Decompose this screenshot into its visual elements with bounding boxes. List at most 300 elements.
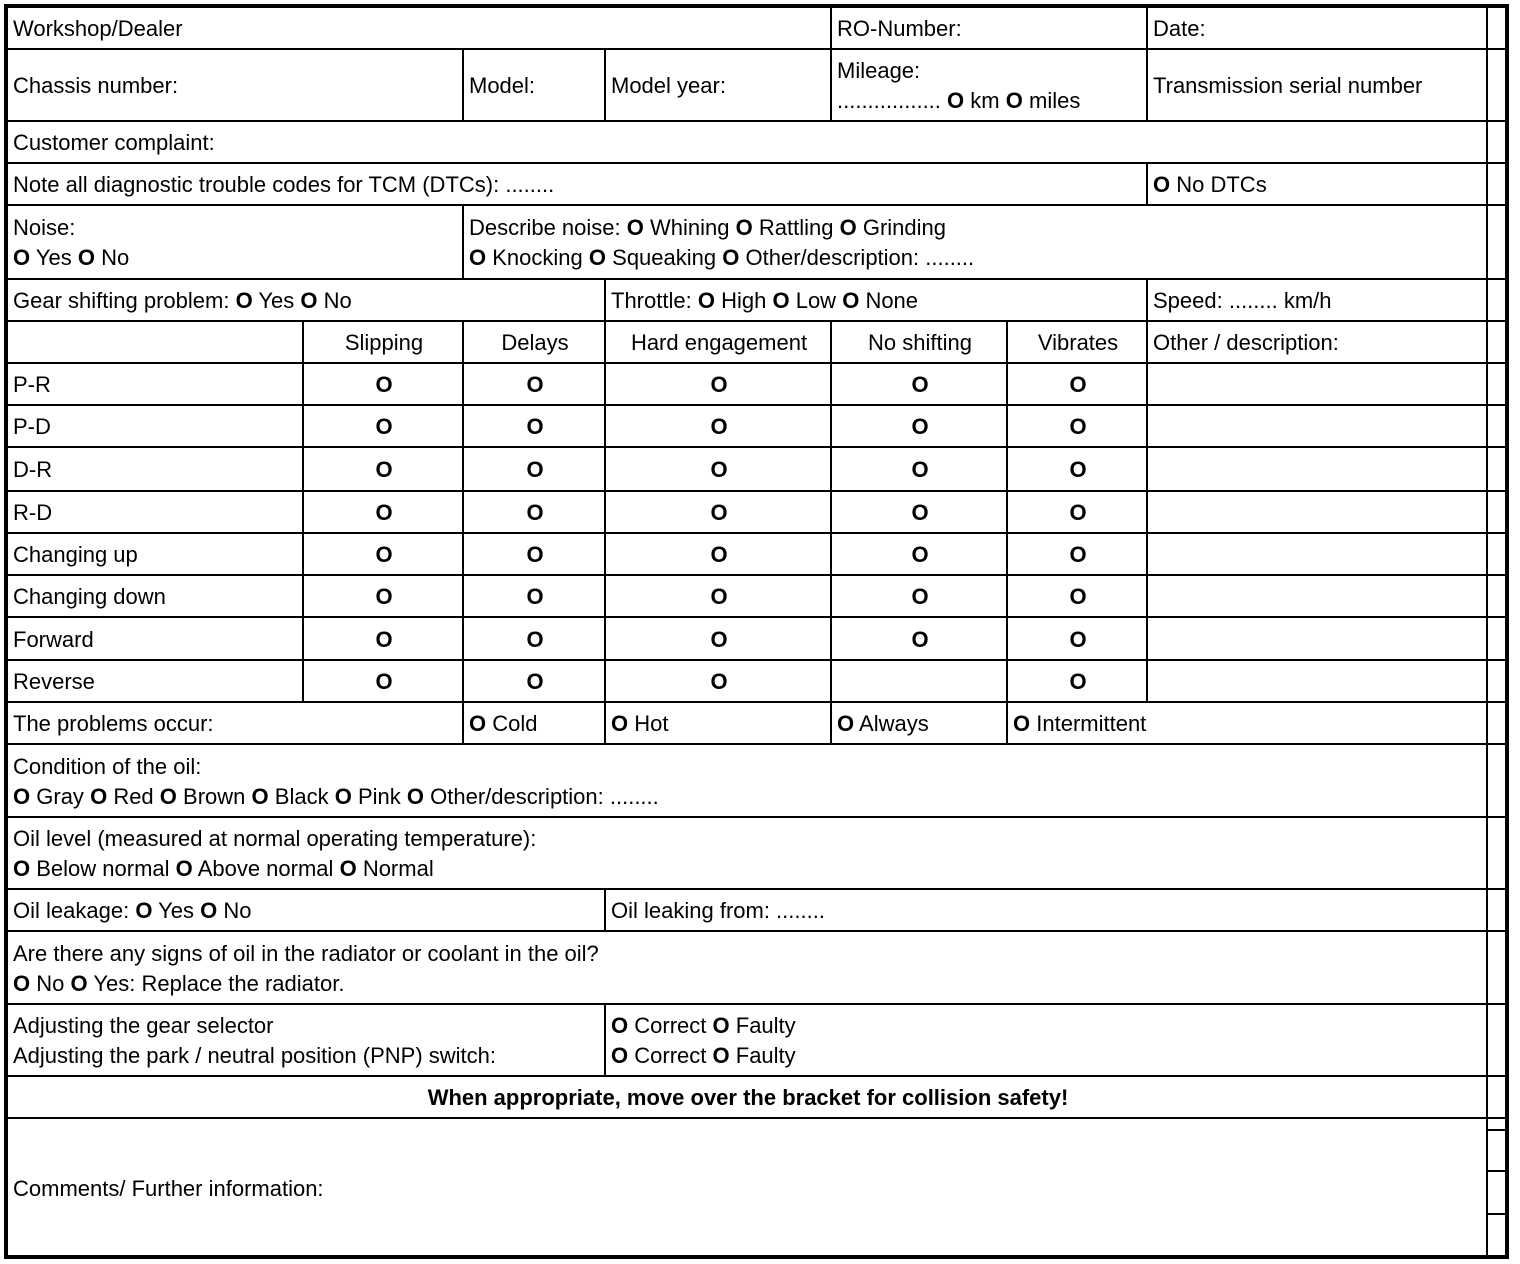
checkbox-circle[interactable]: [375, 372, 392, 397]
circle-marker-icon[interactable]: O: [611, 711, 629, 736]
throttle-field[interactable]: [604, 278, 1148, 322]
option-label: Hot: [634, 711, 669, 736]
matrix-cell[interactable]: [1006, 446, 1148, 492]
circle-marker-icon[interactable]: O: [70, 970, 88, 996]
checkbox-circle[interactable]: [526, 414, 543, 439]
matrix-cell[interactable]: [604, 490, 832, 534]
radio-option[interactable]: [71, 971, 345, 996]
checkbox-circle[interactable]: [710, 457, 727, 482]
oil-condition-field[interactable]: [6, 743, 1488, 818]
option-label: Correct: [634, 1013, 707, 1038]
checkbox-circle[interactable]: [526, 500, 543, 525]
circle-marker-icon[interactable]: O: [1069, 372, 1087, 397]
cell-line: [1069, 498, 1086, 528]
option-label: None: [865, 288, 919, 313]
matrix-cell[interactable]: [604, 659, 832, 703]
circle-marker-icon[interactable]: O: [911, 457, 929, 482]
checkbox-circle[interactable]: [911, 584, 928, 609]
circle-marker-icon[interactable]: O: [772, 288, 790, 313]
radio-option[interactable]: [160, 784, 246, 809]
circle-marker-icon[interactable]: O: [200, 898, 218, 923]
option-label: No: [323, 288, 352, 313]
cell-line: [13, 370, 299, 400]
radio-option[interactable]: [135, 898, 194, 923]
matrix-column-header: [302, 320, 464, 364]
option-label: Faulty: [735, 1043, 796, 1068]
ro-number-field: [830, 6, 1148, 50]
circle-marker-icon[interactable]: O: [947, 88, 965, 113]
radio-option[interactable]: [837, 711, 929, 736]
radio-option[interactable]: [90, 784, 154, 809]
circle-marker-icon[interactable]: O: [611, 1043, 629, 1068]
circle-marker-icon[interactable]: O: [710, 372, 728, 397]
circle-marker-icon[interactable]: O: [375, 457, 393, 482]
checkbox-circle[interactable]: [526, 457, 543, 482]
label-text: Noise:: [13, 215, 76, 240]
checkbox-circle[interactable]: [375, 584, 392, 609]
cell-line: [13, 667, 299, 697]
circle-marker-icon[interactable]: O: [722, 245, 740, 270]
circle-marker-icon[interactable]: O: [697, 288, 715, 313]
circle-marker-icon[interactable]: O: [710, 457, 728, 482]
circle-marker-icon[interactable]: O: [375, 500, 393, 525]
cell-line: [13, 14, 827, 44]
radio-option[interactable]: [335, 784, 401, 809]
label-text: Model:: [469, 73, 536, 98]
option-label: Low: [795, 288, 837, 313]
margin-column-cell: [1486, 204, 1508, 280]
matrix-row-label: [6, 362, 304, 406]
option-label: Yes: [258, 288, 295, 313]
cell-line: [526, 582, 543, 612]
checkbox-circle[interactable]: [710, 542, 727, 567]
cell-line: [375, 455, 392, 485]
option-label: High: [721, 288, 767, 313]
circle-marker-icon[interactable]: O: [526, 372, 544, 397]
circle-marker-icon[interactable]: O: [911, 626, 929, 652]
radio-option[interactable]: [611, 1043, 706, 1068]
circle-marker-icon[interactable]: O: [406, 783, 424, 809]
matrix-cell[interactable]: [830, 446, 1008, 492]
circle-marker-icon[interactable]: O: [375, 669, 393, 694]
cell-line: [13, 170, 1143, 200]
checkbox-circle[interactable]: [526, 372, 543, 397]
matrix-cell[interactable]: [830, 574, 1008, 618]
margin-column-cell: [1486, 6, 1508, 50]
option-label: Rattling: [758, 215, 834, 240]
cell-line: [345, 328, 423, 358]
cell-line: [13, 498, 299, 528]
circle-marker-icon[interactable]: O: [469, 711, 487, 736]
checkbox-circle[interactable]: [1069, 500, 1086, 525]
checkbox-circle[interactable]: [375, 414, 392, 439]
matrix-corner: [6, 320, 304, 364]
cell-line: [375, 582, 392, 612]
option-label: Black: [274, 783, 329, 809]
option-label: Other/description: ........: [745, 245, 975, 270]
radio-option[interactable]: [13, 784, 84, 809]
matrix-cell[interactable]: [302, 446, 464, 492]
cell-line: [526, 455, 543, 485]
matrix-cell[interactable]: [462, 532, 606, 576]
option-label: Gray: [36, 783, 84, 809]
matrix-cell[interactable]: [462, 616, 606, 661]
radio-option[interactable]: [13, 245, 72, 270]
cell-line: [1069, 540, 1086, 570]
margin-column-cell: [1486, 616, 1508, 661]
label-text: Throttle:: [611, 288, 692, 313]
margin-column-cell: [1486, 743, 1508, 818]
option-label: Other/description: ........: [430, 783, 659, 809]
cell-line: [611, 709, 827, 739]
circle-marker-icon[interactable]: O: [159, 783, 177, 809]
circle-marker-icon[interactable]: O: [1153, 172, 1171, 197]
cell-line: [911, 540, 928, 570]
cell-line: [13, 1041, 601, 1071]
circle-marker-icon[interactable]: O: [1005, 88, 1023, 113]
checkbox-circle[interactable]: [526, 542, 543, 567]
circle-marker-icon[interactable]: O: [235, 288, 253, 313]
option-label: Cold: [492, 711, 538, 736]
matrix-cell[interactable]: [1006, 490, 1148, 534]
margin-column-cell: [1486, 532, 1508, 576]
describe-noise-field[interactable]: [462, 204, 1488, 280]
cell-line: [13, 243, 459, 273]
matrix-cell[interactable]: [604, 362, 832, 406]
label-text: D-R: [13, 457, 53, 482]
circle-marker-icon[interactable]: O: [13, 245, 31, 270]
matrix-cell[interactable]: [830, 616, 1008, 661]
checkbox-circle[interactable]: [1069, 542, 1086, 567]
circle-marker-icon[interactable]: O: [710, 414, 728, 439]
radio-option[interactable]: [713, 1043, 796, 1068]
radio-option[interactable]: [840, 215, 946, 240]
margin-column-cell: [1486, 320, 1508, 364]
circle-marker-icon[interactable]: O: [1069, 584, 1087, 609]
radio-option[interactable]: [252, 784, 329, 809]
matrix-cell[interactable]: [830, 532, 1008, 576]
label-text: Changing down: [13, 584, 166, 609]
matrix-cell[interactable]: [302, 490, 464, 534]
circle-marker-icon[interactable]: O: [1069, 457, 1087, 482]
label-text: Delays: [501, 330, 569, 355]
matrix-cell[interactable]: [462, 574, 606, 618]
cell-line: [837, 14, 1143, 44]
matrix-cell[interactable]: [830, 490, 1008, 534]
oil-level-field[interactable]: [6, 816, 1488, 890]
cell-line: [469, 709, 601, 739]
matrix-cell[interactable]: [1006, 574, 1148, 618]
checkbox-circle[interactable]: [375, 627, 392, 652]
cell-line: [710, 412, 727, 442]
circle-marker-icon[interactable]: O: [710, 669, 728, 694]
circle-marker-icon[interactable]: O: [837, 711, 855, 736]
gear-shifting-problem-field[interactable]: [6, 278, 606, 322]
matrix-cell[interactable]: [462, 362, 606, 406]
checkbox-circle[interactable]: [710, 584, 727, 609]
radio-option[interactable]: [772, 288, 836, 313]
circle-marker-icon[interactable]: O: [911, 584, 929, 609]
chassis-number-field: [6, 48, 464, 122]
oil-leakage-field[interactable]: [6, 888, 606, 932]
radio-option[interactable]: [611, 711, 669, 736]
radio-option[interactable]: [300, 288, 351, 313]
circle-marker-icon[interactable]: O: [710, 584, 728, 609]
no-dtcs-option[interactable]: [1146, 162, 1488, 206]
option-label: Faulty: [735, 1013, 796, 1038]
cell-line: [710, 498, 727, 528]
matrix-cell[interactable]: [604, 532, 832, 576]
checkbox-circle[interactable]: [1069, 627, 1086, 652]
radio-option[interactable]: [713, 1013, 796, 1038]
matrix-row-label: [6, 532, 304, 576]
circle-marker-icon[interactable]: O: [175, 856, 193, 881]
matrix-other-description-cell: [1146, 616, 1488, 661]
matrix-other-description-cell: [1146, 574, 1488, 618]
cell-line: [1153, 170, 1483, 200]
checkbox-circle[interactable]: [710, 669, 727, 694]
radio-option[interactable]: [200, 898, 251, 923]
matrix-cell[interactable]: [1006, 616, 1148, 661]
margin-column-cell: [1486, 446, 1508, 492]
date-field: [1146, 6, 1488, 50]
cell-line: [611, 1011, 1483, 1041]
circle-marker-icon[interactable]: O: [90, 783, 108, 809]
checkbox-circle[interactable]: [1069, 584, 1086, 609]
circle-marker-icon[interactable]: O: [375, 584, 393, 609]
margin-column-cell: [1486, 278, 1508, 322]
matrix-column-header: [1006, 320, 1148, 364]
matrix-cell[interactable]: [830, 404, 1008, 448]
circle-marker-icon[interactable]: O: [712, 1043, 730, 1068]
circle-marker-icon[interactable]: O: [611, 1013, 629, 1038]
circle-marker-icon[interactable]: O: [588, 245, 607, 270]
circle-marker-icon[interactable]: O: [77, 245, 95, 270]
speed-field: [1146, 278, 1488, 322]
radio-option[interactable]: [469, 711, 538, 736]
matrix-cell[interactable]: [1006, 659, 1148, 703]
circle-marker-icon[interactable]: O: [375, 626, 393, 652]
circle-marker-icon[interactable]: O: [526, 542, 544, 567]
matrix-cell[interactable]: [830, 362, 1008, 406]
matrix-cell[interactable]: [1006, 532, 1148, 576]
circle-marker-icon[interactable]: O: [911, 542, 929, 567]
checkbox-circle[interactable]: [911, 627, 928, 652]
circle-marker-icon[interactable]: O: [13, 783, 31, 809]
matrix-cell[interactable]: [604, 446, 832, 492]
option-label: Correct: [634, 1043, 707, 1068]
radio-option[interactable]: [1006, 88, 1081, 113]
circle-marker-icon[interactable]: O: [1069, 542, 1087, 567]
circle-marker-icon[interactable]: O: [1013, 711, 1031, 736]
matrix-cell[interactable]: [302, 616, 464, 661]
radio-option[interactable]: [1013, 711, 1146, 736]
cell-line: [526, 370, 543, 400]
checkbox-circle[interactable]: [911, 372, 928, 397]
circle-marker-icon[interactable]: O: [375, 372, 393, 397]
matrix-cell[interactable]: [604, 404, 832, 448]
radio-option[interactable]: [1153, 172, 1267, 197]
matrix-cell[interactable]: [302, 532, 464, 576]
circle-marker-icon[interactable]: O: [710, 542, 728, 567]
option-label: Yes: [35, 245, 72, 270]
radio-option[interactable]: [698, 288, 767, 313]
checkbox-circle[interactable]: [375, 500, 392, 525]
checkbox-circle[interactable]: [375, 457, 392, 482]
label-text: Workshop/Dealer: [13, 16, 183, 41]
radio-option[interactable]: [589, 245, 716, 270]
circle-marker-icon[interactable]: O: [1069, 669, 1087, 694]
radio-option[interactable]: [469, 245, 583, 270]
checkbox-circle[interactable]: [375, 542, 392, 567]
circle-marker-icon[interactable]: O: [842, 288, 860, 313]
cell-line: [1038, 328, 1118, 358]
cell-line: [1069, 667, 1086, 697]
checkbox-circle[interactable]: [1069, 414, 1086, 439]
checkbox-circle[interactable]: [1069, 669, 1086, 694]
circle-marker-icon[interactable]: O: [135, 898, 153, 923]
circle-marker-icon[interactable]: O: [911, 414, 929, 439]
circle-marker-icon[interactable]: O: [300, 288, 318, 313]
matrix-cell[interactable]: [302, 574, 464, 618]
radio-option[interactable]: [236, 288, 295, 313]
oil-leaking-from-field: [604, 888, 1488, 932]
checkbox-circle[interactable]: [375, 669, 392, 694]
checkbox-circle[interactable]: [911, 414, 928, 439]
matrix-cell[interactable]: [462, 659, 606, 703]
problems-occur-option[interactable]: [1006, 701, 1488, 745]
circle-marker-icon[interactable]: O: [526, 584, 544, 609]
margin-column-cell: [1486, 930, 1508, 1005]
checkbox-circle[interactable]: [710, 500, 727, 525]
circle-marker-icon[interactable]: O: [735, 215, 753, 240]
circle-marker-icon[interactable]: O: [469, 245, 487, 270]
checkbox-circle[interactable]: [710, 414, 727, 439]
workshop-dealer-field: [6, 6, 832, 50]
circle-marker-icon[interactable]: O: [911, 372, 929, 397]
matrix-cell[interactable]: [604, 616, 832, 661]
radio-option[interactable]: [13, 856, 170, 881]
matrix-other-description-cell: [1146, 490, 1488, 534]
cell-line: [1153, 286, 1483, 316]
circle-marker-icon[interactable]: O: [375, 542, 393, 567]
circle-marker-icon[interactable]: O: [710, 500, 728, 525]
matrix-cell[interactable]: [302, 659, 464, 703]
adjustment-options[interactable]: [604, 1003, 1488, 1077]
label-text: P-D: [13, 414, 51, 439]
circle-marker-icon[interactable]: O: [526, 414, 544, 439]
checkbox-circle[interactable]: [911, 500, 928, 525]
comments-field: [6, 1117, 1488, 1258]
label-text: Changing up: [13, 542, 138, 567]
checkbox-circle[interactable]: [710, 372, 727, 397]
cell-line: [631, 328, 807, 358]
matrix-cell[interactable]: [1006, 404, 1148, 448]
cell-line: [501, 328, 568, 358]
cell-line: [375, 625, 392, 655]
mileage-field[interactable]: [830, 48, 1148, 122]
circle-marker-icon[interactable]: O: [334, 783, 352, 809]
radio-option[interactable]: [611, 1013, 706, 1038]
radio-option[interactable]: [340, 856, 434, 881]
cell-line: [13, 709, 459, 739]
cell-line: [375, 370, 392, 400]
circle-marker-icon[interactable]: O: [526, 626, 544, 652]
circle-marker-icon[interactable]: O: [1069, 500, 1087, 525]
circle-marker-icon[interactable]: O: [526, 500, 544, 525]
cell-line: [428, 1083, 1069, 1113]
checkbox-circle[interactable]: [911, 457, 928, 482]
checkbox-circle[interactable]: [911, 542, 928, 567]
cell-line: [1069, 582, 1086, 612]
circle-marker-icon[interactable]: O: [13, 970, 31, 996]
checkbox-circle[interactable]: [526, 669, 543, 694]
circle-marker-icon[interactable]: O: [526, 457, 544, 482]
radio-option[interactable]: [947, 88, 1000, 113]
radiator-coolant-field[interactable]: [6, 930, 1488, 1005]
matrix-cell[interactable]: [604, 574, 832, 618]
problems-occur-option[interactable]: [604, 701, 832, 745]
problems-occur-option[interactable]: [830, 701, 1008, 745]
checkbox-circle[interactable]: [526, 584, 543, 609]
circle-marker-icon[interactable]: O: [626, 215, 644, 240]
circle-marker-icon[interactable]: O: [710, 626, 728, 652]
label-text: Speed: ........ km/h: [1153, 288, 1332, 313]
cell-line: [13, 625, 299, 655]
cell-line: [911, 370, 928, 400]
label-text: Other / description:: [1153, 330, 1339, 355]
circle-marker-icon[interactable]: O: [13, 856, 31, 881]
matrix-column-header: [830, 320, 1008, 364]
radio-option[interactable]: [722, 245, 974, 270]
checkbox-circle[interactable]: [710, 627, 727, 652]
noise-field[interactable]: [6, 204, 464, 280]
radio-option[interactable]: [13, 971, 64, 996]
checkbox-circle[interactable]: [1069, 457, 1086, 482]
model-year-field: [604, 48, 832, 122]
radio-option[interactable]: [78, 245, 129, 270]
label-text: Adjusting the park / neutral position (PNP) switch:: [13, 1043, 497, 1068]
radio-option[interactable]: [407, 784, 659, 809]
radio-option[interactable]: [736, 215, 834, 240]
circle-marker-icon[interactable]: O: [839, 215, 857, 240]
matrix-cell[interactable]: [302, 404, 464, 448]
cell-line: [469, 243, 1483, 273]
circle-marker-icon[interactable]: O: [339, 856, 357, 881]
matrix-cell[interactable]: [462, 404, 606, 448]
circle-marker-icon[interactable]: O: [375, 414, 393, 439]
matrix-cell[interactable]: [462, 446, 606, 492]
circle-marker-icon[interactable]: O: [911, 500, 929, 525]
matrix-cell[interactable]: [1006, 362, 1148, 406]
matrix-cell[interactable]: [462, 490, 606, 534]
circle-marker-icon[interactable]: O: [1069, 414, 1087, 439]
circle-marker-icon[interactable]: O: [712, 1013, 730, 1038]
radio-option[interactable]: [627, 215, 730, 240]
margin-column-cell: [1486, 888, 1508, 932]
option-label: Brown: [183, 783, 246, 809]
checkbox-circle[interactable]: [526, 627, 543, 652]
matrix-cell[interactable]: [302, 362, 464, 406]
radio-option[interactable]: [176, 856, 334, 881]
circle-marker-icon[interactable]: O: [251, 783, 269, 809]
circle-marker-icon[interactable]: O: [1069, 626, 1087, 652]
radio-option[interactable]: [842, 288, 918, 313]
checkbox-circle[interactable]: [1069, 372, 1086, 397]
circle-marker-icon[interactable]: O: [526, 669, 544, 694]
cell-line: [911, 625, 928, 655]
problems-occur-option[interactable]: [462, 701, 606, 745]
